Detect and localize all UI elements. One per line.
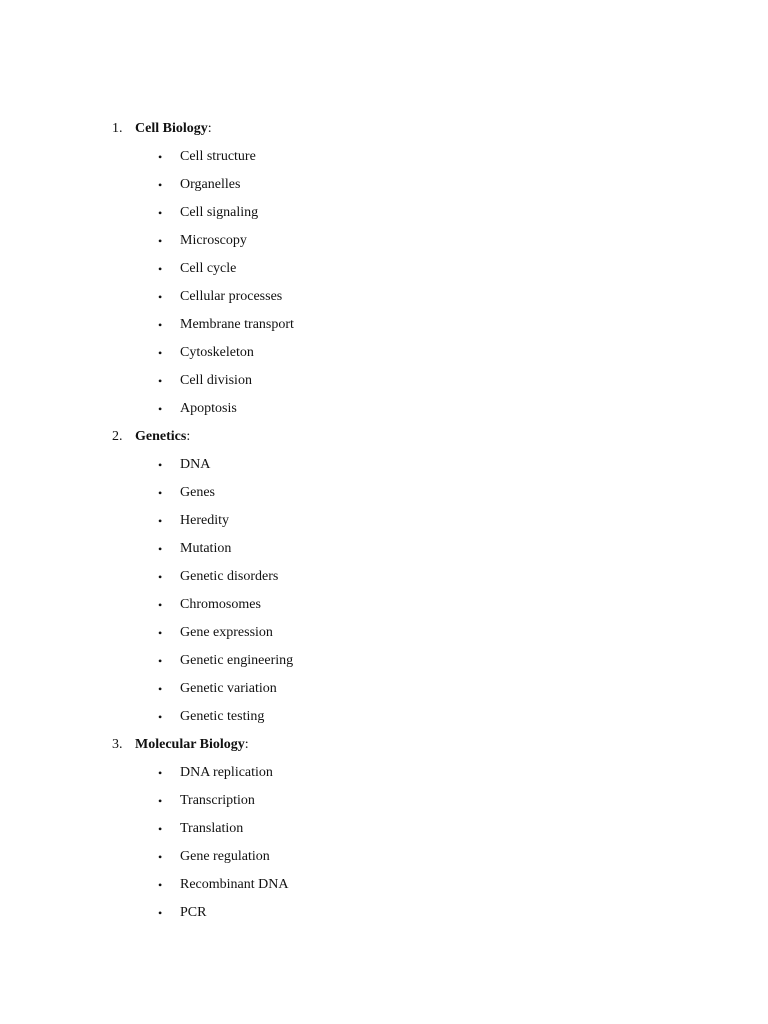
list-item-text: Genetic disorders [180, 569, 279, 584]
list-item-text: Genetic variation [180, 681, 277, 696]
bullet-icon: • [158, 570, 163, 584]
list-item-text: PCR [180, 905, 207, 920]
bullet-icon: • [158, 626, 163, 640]
section-title: Molecular Biology [135, 737, 245, 752]
list-item-text: Organelles [180, 177, 241, 192]
bullet-icon: • [158, 458, 163, 472]
list-item [0, 479, 768, 507]
list-item [0, 787, 768, 815]
section-title-wrap [135, 423, 190, 451]
list-item [0, 619, 768, 647]
list-item-text: Transcription [180, 793, 255, 808]
list-item [0, 675, 768, 703]
section-number: 3. [112, 737, 123, 752]
section-heading [0, 423, 768, 451]
bullet-icon: • [158, 850, 163, 864]
bullet-icon: • [158, 290, 163, 304]
list-item-text: Cell signaling [180, 205, 259, 220]
list-item-text: Microscopy [180, 233, 247, 248]
list-item [0, 759, 768, 787]
bullet-icon: • [158, 346, 163, 360]
section-heading [0, 115, 768, 143]
list-item-text: Chromosomes [180, 597, 261, 612]
list-item [0, 703, 768, 731]
section-title: Cell Biology [135, 121, 208, 136]
list-item [0, 535, 768, 563]
section-title-colon: : [186, 429, 191, 444]
section-title: Genetics [135, 429, 187, 444]
list-item [0, 591, 768, 619]
bullet-icon: • [158, 178, 163, 192]
list-item [0, 339, 768, 367]
bullet-icon: • [158, 486, 163, 500]
list-item-text: Cell structure [180, 149, 256, 164]
list-item-text: Membrane transport [180, 317, 294, 332]
list-item [0, 283, 768, 311]
bullet-icon: • [158, 794, 163, 808]
list-item [0, 843, 768, 871]
list-item-text: Gene regulation [180, 849, 270, 864]
list-item-text: Genetic engineering [180, 653, 294, 668]
bullet-icon: • [158, 150, 163, 164]
list-item [0, 451, 768, 479]
section-heading [0, 731, 768, 759]
list-item-text: Cell division [180, 373, 252, 388]
list-item-text: Apoptosis [180, 401, 237, 416]
list-item-text: Genes [180, 485, 215, 500]
bullet-icon: • [158, 514, 163, 528]
section-title-wrap [135, 115, 212, 143]
list-item [0, 647, 768, 675]
bullet-icon: • [158, 654, 163, 668]
list-item [0, 171, 768, 199]
list-item-text: Cell cycle [180, 261, 237, 276]
list-item [0, 899, 768, 927]
list-item-text: DNA replication [180, 765, 273, 780]
section-number: 1. [112, 121, 123, 136]
section-title-colon: : [244, 737, 249, 752]
list-item-text: Mutation [180, 541, 232, 556]
list-item [0, 227, 768, 255]
list-item-text: Cytoskeleton [180, 345, 254, 360]
list-item [0, 255, 768, 283]
list-item [0, 311, 768, 339]
list-item [0, 563, 768, 591]
bullet-icon: • [158, 374, 163, 388]
list-item [0, 199, 768, 227]
bullet-icon: • [158, 766, 163, 780]
list-item [0, 395, 768, 423]
bullet-icon: • [158, 402, 163, 416]
bullet-icon: • [158, 234, 163, 248]
list-item-text: DNA [180, 457, 211, 472]
list-item [0, 143, 768, 171]
list-item-text: Heredity [180, 513, 229, 528]
list-item-text: Translation [180, 821, 244, 836]
list-item [0, 815, 768, 843]
bullet-icon: • [158, 598, 163, 612]
list-item [0, 367, 768, 395]
list-item-text: Genetic testing [180, 709, 265, 724]
section-title-wrap [135, 731, 249, 759]
bullet-icon: • [158, 710, 163, 724]
bullet-icon: • [158, 542, 163, 556]
section-title-colon: : [207, 121, 212, 136]
section-number: 2. [112, 429, 123, 444]
list-item [0, 871, 768, 899]
bullet-icon: • [158, 682, 163, 696]
bullet-icon: • [158, 906, 163, 920]
document-outline [0, 115, 768, 927]
bullet-icon: • [158, 206, 163, 220]
list-item-text: Gene expression [180, 625, 273, 640]
bullet-icon: • [158, 262, 163, 276]
bullet-icon: • [158, 318, 163, 332]
list-item-text: Cellular processes [180, 289, 283, 304]
bullet-icon: • [158, 822, 163, 836]
list-item [0, 507, 768, 535]
bullet-icon: • [158, 878, 163, 892]
list-item-text: Recombinant DNA [180, 877, 289, 892]
